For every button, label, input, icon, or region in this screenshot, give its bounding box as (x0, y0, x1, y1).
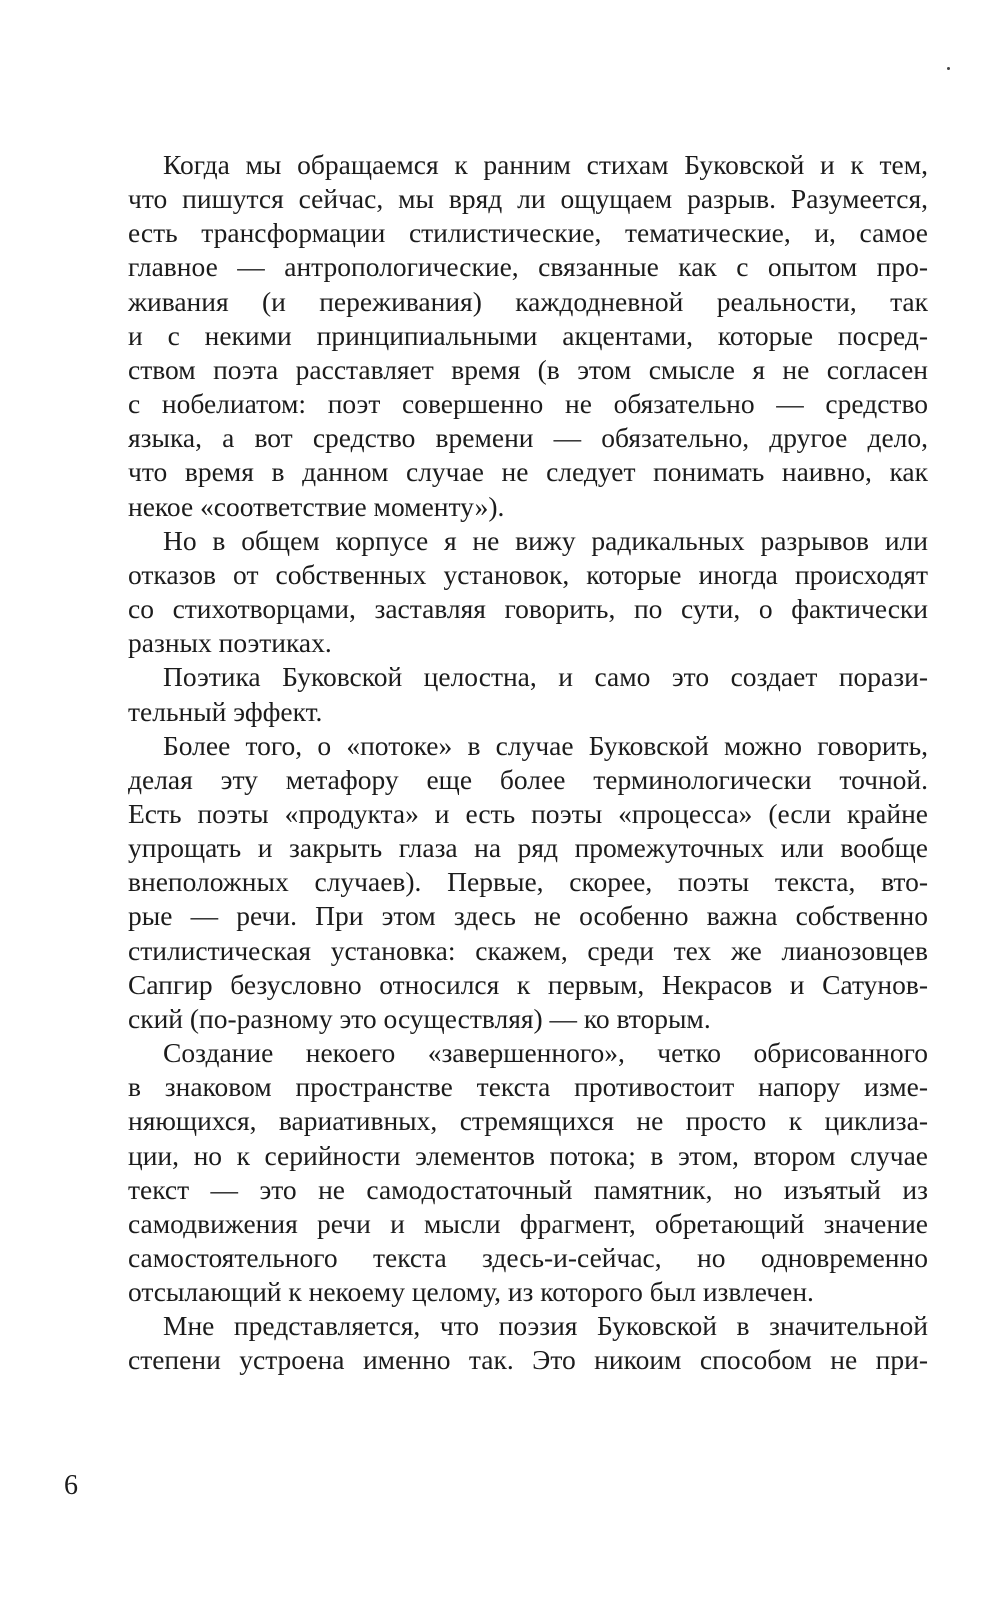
text-line: стилистическая установка: скажем, среди тех же лианозовцев (128, 934, 928, 966)
scan-speck (947, 67, 950, 70)
text-line: и с некими принципиальными акцентами, которые посред- (128, 319, 928, 351)
paragraph-5 (128, 1036, 928, 1309)
text-line: степени устроена именно так. Это никоим способом не при- (128, 1344, 928, 1376)
paragraph-4 (128, 729, 928, 1036)
paragraph-3 (128, 660, 928, 728)
text-line: текст — это не самодостаточный памятник, но изъятый из (128, 1173, 928, 1205)
text-line: няющихся, вариативных, стремящихся не просто к циклиза- (128, 1105, 928, 1137)
body-text (128, 148, 928, 1378)
text-line: Более того, о «потоке» в случае Буковской можно говорить, (163, 729, 928, 761)
text-line: что пишутся сейчас, мы вряд ли ощущаем разрыв. Разумеется, (128, 183, 928, 215)
text-line: Создание некоего «завершенного», четко обрисованного (163, 1037, 928, 1069)
text-line: упрощать и закрыть глаза на ряд промежуточных или вообще (128, 832, 928, 864)
text-line: некое «соответствие моменту»). (128, 490, 505, 522)
text-line: самодвижения речи и мысли фрагмент, обретающий значение (128, 1207, 928, 1239)
text-line: Поэтика Буковской целостна, и само это создает порази- (163, 661, 928, 693)
text-line: ством поэта расставляет время (в этом смысле я не согласен (128, 353, 928, 385)
text-line: главное — антропологические, связанные как с опытом про- (128, 251, 928, 283)
text-line: делая эту метафору еще более терминологически точной. (128, 763, 928, 795)
text-line: языка, а вот средство времени — обязательно, другое дело, (128, 422, 928, 454)
text-line: разных поэтиках. (128, 627, 332, 659)
text-line: отказов от собственных установок, которые иногда происходят (128, 558, 928, 590)
text-line: ский (по-разному это осуществляя) — ко вторым. (128, 1002, 711, 1034)
text-line: отсылающий к некоему целому, из которого был извлечен. (128, 1276, 814, 1308)
text-line: живания (и переживания) каждодневной реальности, так (128, 285, 928, 317)
paragraph-2 (128, 524, 928, 661)
text-line: рые — речи. При этом здесь не особенно важна собственно (128, 900, 928, 932)
text-line: Сапгир безусловно относился к первым, Некрасов и Сатунов- (128, 968, 928, 1000)
paragraph-1 (128, 148, 928, 524)
text-line: ции, но к серийности элементов потока; в этом, втором случае (128, 1139, 928, 1171)
text-line: есть трансформации стилистические, тематические, и, самое (128, 217, 928, 249)
text-line: что время в данном случае не следует понимать наивно, как (128, 456, 928, 488)
text-line: внеположных случаев). Первые, скорее, поэты текста, вто- (128, 866, 928, 898)
text-line: Мне представляется, что поэзия Буковской в значительной (163, 1310, 928, 1342)
text-line: в знаковом пространстве текста противостоит напору изме- (128, 1071, 928, 1103)
text-line: Но в общем корпусе я не вижу радикальных разрывов или (163, 524, 928, 556)
text-line: с нобелиатом: поэт совершенно не обязательно — средство (128, 388, 928, 420)
text-line: тельный эффект. (128, 695, 323, 727)
text-line: Когда мы обращаемся к ранним стихам Буковской и к тем, (163, 149, 928, 180)
text-line: самостоятельного текста здесь-и-сейчас, но одновременно (128, 1242, 928, 1273)
text-line: со стихотворцами, заставляя говорить, по сути, о фактически (128, 593, 928, 625)
page-number: 6 (64, 1470, 78, 1501)
paragraph-6 (128, 1309, 928, 1377)
text-line: Есть поэты «продукта» и есть поэты «процесса» (если крайне (128, 797, 928, 829)
